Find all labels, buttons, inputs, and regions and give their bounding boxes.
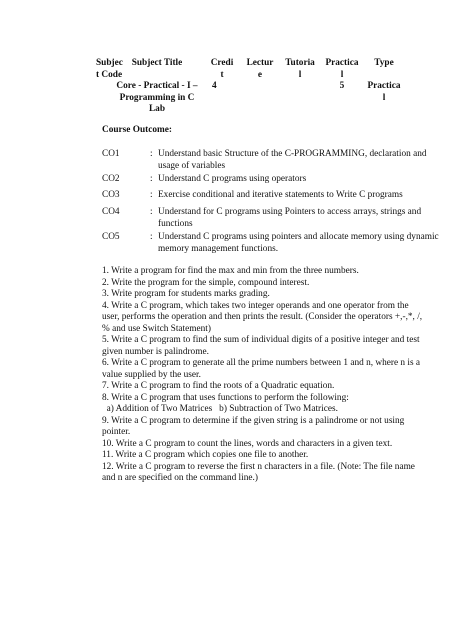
- header-credit-line2: t: [220, 69, 224, 80]
- program-line: % and use Switch Statement): [102, 323, 211, 334]
- header-tutorial: [280, 58, 320, 81]
- header-practical-line2: l: [340, 69, 344, 80]
- program-line: 7. Write a C program to find the roots of a Quadratic equation.: [102, 381, 335, 391]
- outcome-row: [102, 174, 408, 186]
- outcome-text-line: functions: [158, 218, 193, 229]
- header-practical: [320, 58, 364, 81]
- outcome-colon: :: [150, 207, 153, 217]
- program-line: 6. Write a C program to generate all the prime numbers between 1 and n, where n is a: [102, 358, 421, 368]
- outcome-code: CO3: [102, 190, 120, 200]
- header-lecture-line2: e: [257, 69, 263, 80]
- row-credit: [212, 81, 232, 93]
- program-line: 2. Write the program for the simple, compound interest.: [102, 277, 310, 288]
- header-lecture-line1: Lectur: [246, 58, 274, 68]
- outcome-text: [158, 207, 422, 230]
- outcome-text-line: Understand basic Structure of the C-PROGRAMMING, declaration and: [158, 149, 427, 159]
- program-line: 3. Write program for students marks grading.: [102, 289, 270, 299]
- outcome-text: [158, 174, 408, 186]
- header-subject-code-line2: t Code: [96, 69, 123, 80]
- outcome-colon: :: [150, 149, 153, 159]
- outcome-row: [102, 149, 427, 173]
- row-type: [364, 81, 404, 104]
- row-title-line2: Programming in C: [119, 92, 195, 103]
- program-line: 9. Write a C program to determine if the given string is a palindrome or not using: [102, 415, 405, 426]
- header-subject-code-line1: Subjec: [96, 58, 123, 68]
- row-type-line1: Practica: [367, 81, 401, 91]
- program-line: and n are specified on the command line.): [102, 473, 258, 483]
- program-line: a) Addition of Two Matrices b) Subtraction of Two Matrices.: [102, 404, 338, 414]
- program-line: 12. Write a C program to reverse the first n characters in a file. (Note: The file name: [102, 461, 415, 472]
- program-line: 4. Write a C program, which takes two integer operands and one operator from the: [102, 300, 409, 311]
- header-type-text: Type: [374, 58, 394, 68]
- outcome-code: CO1: [102, 149, 120, 159]
- program-list: [102, 266, 423, 485]
- row-practical-value: 5: [339, 81, 345, 91]
- outcome-text-line: Exercise conditional and iterative statements to Write C programs: [158, 190, 403, 200]
- outcome-text: [158, 232, 439, 255]
- header-subject-title: [112, 58, 202, 70]
- row-credit-value: 4: [212, 81, 217, 91]
- outcome-text: [158, 190, 408, 202]
- outcome-row: [102, 232, 439, 256]
- header-credit-line1: Credi: [210, 58, 234, 68]
- outcome-code: CO2: [102, 174, 120, 184]
- row-title-line3: Lab: [148, 104, 166, 114]
- header-lecture: [240, 58, 280, 81]
- program-line: value supplied by the user.: [102, 369, 201, 380]
- header-credit: [207, 58, 237, 81]
- header-tutorial-line2: l: [298, 69, 302, 80]
- outcome-text-line: Understand C programs using operators: [158, 174, 307, 184]
- program-line: pointer.: [102, 427, 131, 437]
- outcome-text-line: usage of variables: [158, 160, 226, 171]
- row-subject-title: [108, 81, 206, 116]
- program-line: given number is palindrome.: [102, 346, 209, 357]
- row-title-line1: Core - Practical - I –: [116, 81, 198, 91]
- header-type: [364, 58, 404, 70]
- outcome-text-line: Understand for C programs using Pointers to access arrays, strings and: [158, 207, 422, 217]
- program-line: 1. Write a program for find the max and min from the three numbers.: [102, 266, 359, 276]
- outcome-text: [158, 149, 427, 172]
- outcome-text-line: memory management functions.: [158, 243, 279, 254]
- header-tutorial-line1: Tutoria: [285, 58, 315, 68]
- program-line: 11. Write a C program which copies one file to another.: [102, 450, 309, 460]
- program-line: user, performs the operation and then prints the result. (Consider the operators +,-,*, /,: [102, 312, 423, 322]
- outcome-code: CO5: [102, 232, 120, 242]
- outcome-code: CO4: [102, 207, 120, 217]
- outcome-colon: :: [150, 190, 153, 200]
- program-line: 5. Write a C program to find the sum of individual digits of a positive integer and test: [102, 335, 420, 345]
- course-outcome-heading: Course Outcome:: [102, 125, 172, 135]
- row-type-line2: l: [382, 92, 386, 103]
- header-subject-title-text: Subject Title: [131, 58, 183, 68]
- outcome-row: [102, 190, 408, 202]
- outcome-colon: :: [150, 174, 153, 184]
- row-practical: [320, 81, 364, 93]
- outcome-colon: :: [150, 232, 153, 242]
- program-line: 8. Write a C program that uses functions to perform the following:: [102, 392, 349, 403]
- program-line: 10. Write a C program to count the lines, words and characters in a given text.: [102, 438, 393, 449]
- outcome-row: [102, 207, 422, 231]
- header-practical-line1: Practica: [325, 58, 359, 68]
- outcome-text-line: Understand C programs using pointers and allocate memory using dynamic: [158, 232, 439, 242]
